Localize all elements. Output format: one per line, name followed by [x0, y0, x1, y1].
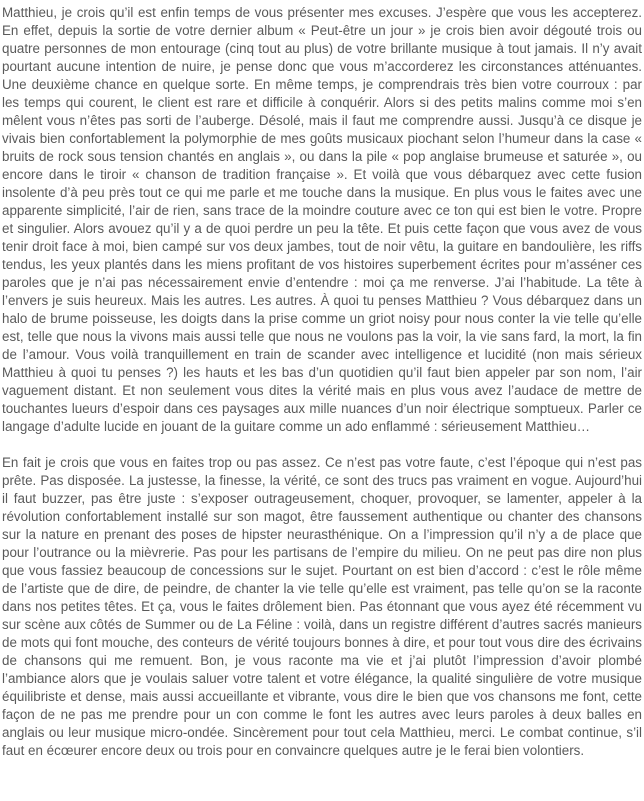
article-paragraph-2: En fait je crois que vous en faites trop ou pas assez. Ce n’est pas votre faute, c’est l’époque qui n’est pas prête. Pas disposée. La justesse, la finesse, la vérité, ce sont des trucs pas vraiment en vogue. Aujourd’hui il faut buzzer, pas être juste : s’exposer outrageusement, choquer, provoquer, se lamenter, appeler à la révolution confortablement installé sur son magot, être faussement authentique ou chanter des chansons sur la nature en prenant des poses de hipster neurasthénique. On a l’impression qu’il n’y a de place que pour l’outrance ou la mièvrerie. Pas pour les partisans de l’empire du milieu. On ne peut pas dire non plus que vous fassiez beaucoup de concessions sur le sujet. Pourtant on est bien d’accord : c’est le rôle même de l’artiste que de dire, de peindre, de chanter la vie telle qu’elle est vraiment, pas telle qu’on se la raconte dans nos petites têtes. Et ça, vous le faites drôlement bien. Pas étonnant que vous ayez été récemment vu sur scène aux côtés de Summer ou de La Féline : voilà, dans un registre différent d’autres sacrés manieurs de mots qui font mouche, des conteurs de vérité toujours bonnes à dire, et pour tout vous dire des écrivains de chansons qui me remuent. Bon, je vous raconte ma vie et j’ai plutôt l’impression d’avoir plombé l’ambiance alors que je voulais saluer votre talent et votre élégance, la qualité singulière de votre musique équilibriste et dense, mais aussi accueillante et vibrante, vous dire le bien que vos chansons me font, cette façon de ne pas me prendre pour un con comme le font les autres avec leurs paroles à deux balles en anglais ou leur musique micro-ondée. Sincèrement pour tout cela Matthieu, merci. Le combat continue, s’il faut en écœurer encore deux ou trois pour en convaincre quelques autre je le ferai bien volontiers. — [2, 455, 642, 758]
article-paragraph-1: Matthieu, je crois qu’il est enfin temps de vous présenter mes excuses. J’espère que vous les accepterez. En effet, depuis la sortie de votre dernier album « Peut-être un jour » je crois bien avoir dégouté trois ou quatre personnes de mon entourage (cinq tout au plus) de votre brillante musique à tout jamais. Il n’y avait pourtant aucune intention de nuire, je pense donc que vous m’accorderez les circonstances atténuantes. Une deuxième chance en quelque sorte. En même temps, je comprendrais très bien votre courroux : par les temps qui courent, le client est rare et difficile à conquérir. Alors si des petits malins comme moi s’en mêlent vous n’êtes pas sorti de l’auberge. Désolé, mais il faut me comprendre aussi. Jusqu’à ce disque je vivais bien confortablement la polymorphie de mes goûts musicaux piochant selon l’humeur dans la case « bruits de rock sous tension chantés en anglais », ou dans la pile « pop anglaise brumeuse et saturée », ou encore dans le tiroir « chanson de tradition française ». Et voilà que vous débarquez avec cette fusion insolente d’à peu près tout ce qui me parle et me touche dans la musique. En plus vous le faites avec une apparente simplicité, l’air de rien, sans trace de la moindre couture avec ce ton qui est bien le votre. Propre et singulier. Alors avouez qu’il y a de quoi perdre un peu la tête. Et puis cette façon que vous avez de vous tenir droit face à moi, bien campé sur vos deux jambes, tout de noir vêtu, la guitare en bandoulière, les riffs tendus, les yeux plantés dans les miens profitant de vos histoires superbement écrites pour m’asséner ces paroles que je n’ai pas nécessairement envie d’entendre : moi ça me renverse. J’ai l’habitude. La tête à l’envers je suis heureux. Mais les autres. Les autres. À quoi tu penses Matthieu ? Vous débarquez dans un halo de brume poisseuse, les doigts dans la prise comme un griot noisy pour nous conter la vie telle qu’elle est, telle que nous la vivons mais aussi telle que nous ne voulons pas la voir, la vie sans fard, la mort, la fin de l’amour. Vous voilà tranquillement en train de scander avec intelligence et lucidité (non mais sérieux Matthieu à quoi tu penses ?) les hauts et les bas d’un quotidien qu’il faut bien appeler par son nom, l’air vaguement distant. Et non seulement vous dites la vérité mais en plus vous avez l’audace de mettre de touchantes lueurs d’espoir dans ces paysages aux mille nuances d’un noir électrique somptueux. Parler ce langage d’adulte lucide en jouant de la guitare comme un ado enflammé : sérieusement Matthieu… — [2, 5, 642, 434]
